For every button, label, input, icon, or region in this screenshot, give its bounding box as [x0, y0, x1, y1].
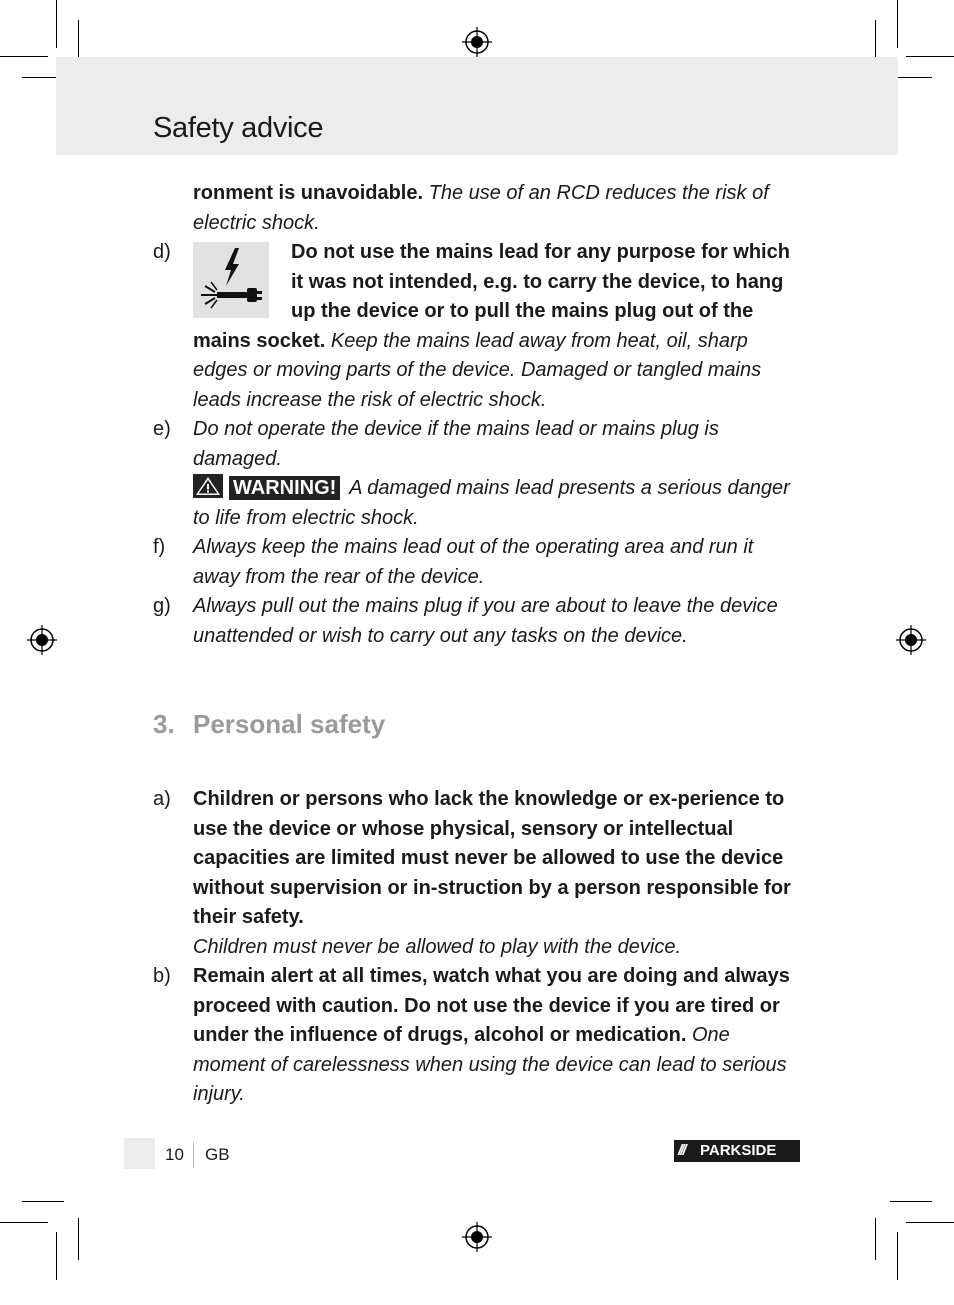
warning-label: WARNING! [229, 476, 340, 500]
crop-mark [897, 0, 898, 48]
registration-mark-icon [27, 625, 57, 655]
list-item-f [153, 533, 803, 592]
list-item-d [153, 238, 803, 415]
content [153, 179, 803, 1110]
crop-mark [56, 0, 57, 48]
item-marker: b) [153, 965, 171, 987]
item-marker: d) [153, 241, 171, 263]
item-marker: f) [153, 536, 166, 558]
item-marker: g) [153, 595, 171, 617]
item-marker: a) [153, 788, 171, 810]
crop-mark [875, 1218, 876, 1260]
item-italic-text: Always pull out the mains plug if you are about to leave the device unattended or wish to carry out any tasks on the device. [193, 595, 778, 647]
item-italic-text: Do not operate the device if the mains lead or mains plug is damaged. [193, 418, 719, 470]
list-item-b [153, 962, 803, 1110]
list-item-a [153, 785, 803, 962]
language-code: GB [205, 1145, 230, 1164]
list-item-g [153, 592, 803, 651]
section-number: 3. [153, 709, 175, 739]
crop-mark [890, 1201, 932, 1202]
logo-stripes: /// [678, 1142, 685, 1159]
crop-mark [0, 1222, 48, 1223]
item-italic-text: The use of an RCD reduces the risk of electric shock. [193, 182, 769, 234]
crop-mark [875, 20, 876, 62]
list-item-e [153, 415, 803, 533]
item-bold-text: ronment is unavoidable. [193, 182, 424, 204]
crop-mark [897, 1232, 898, 1280]
page-title: Safety advice [153, 112, 324, 144]
item-italic-text: Keep the mains lead away from heat, oil, sharp edges or moving parts of the device. Damaged or tangled mains leads increase the risk of electric shock. [193, 329, 762, 411]
item-marker: e) [153, 418, 171, 440]
warning-text: A damaged mains lead presents a serious danger to life from electric shock. [193, 477, 790, 529]
item-bold-text: Children or persons who lack the knowledge or ex-perience to use the device or whose physical, sensory or intellectual capacities are limited must never be allowed to use the device without supervision or in-struction by a person responsible for their safety. [193, 788, 791, 928]
logo-text: PARKSIDE [700, 1142, 777, 1159]
crop-mark [78, 1218, 79, 1260]
footer-page-box [124, 1138, 155, 1169]
crop-mark [906, 56, 954, 57]
crop-mark [78, 20, 79, 62]
crop-mark [0, 56, 48, 57]
registration-mark-icon [462, 27, 492, 57]
parkside-logo [674, 1140, 800, 1162]
electric-shock-hazard-icon [193, 242, 269, 318]
registration-mark-icon [896, 625, 926, 655]
item-bold-text: Do not use the mains lead for any purpose for which it was not intended, e.g. to carry the device, to hang up the device or to pull the mains plug out of the mains socket. [193, 241, 790, 352]
item-bold-text: Remain alert at all times, watch what you are doing and always proceed with caution. Do not use the device if you are tired or under the influence of drugs, alcohol or medication. [193, 965, 790, 1046]
crop-mark [56, 1232, 57, 1280]
item-italic-text: Children must never be allowed to play with the device. [193, 935, 682, 958]
warning-triangle-icon [193, 474, 223, 498]
item-italic-text: One moment of carelessness when using the device can lead to serious injury. [193, 1024, 787, 1105]
registration-mark-icon [462, 1222, 492, 1252]
crop-mark [906, 1222, 954, 1223]
list-item [153, 179, 803, 238]
item-italic-text: Always keep the mains lead out of the operating area and run it away from the rear of the device. [193, 536, 754, 588]
crop-mark [22, 1201, 64, 1202]
section-heading [153, 708, 803, 740]
footer-divider [193, 1142, 194, 1168]
section-title: Personal safety [193, 709, 386, 739]
page-number: 10 [165, 1145, 184, 1164]
